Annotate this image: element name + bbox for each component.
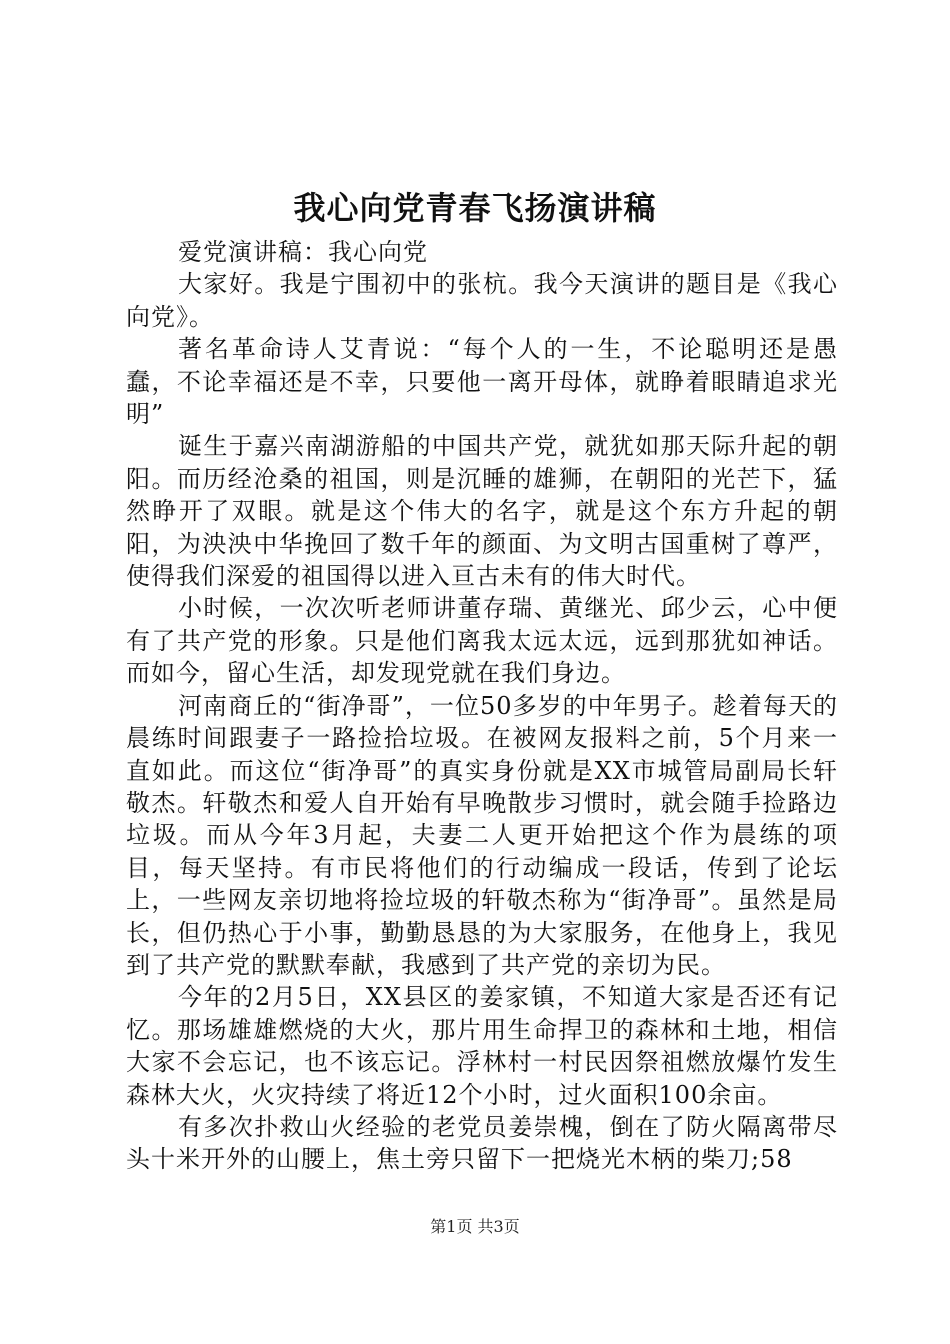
paragraph-forest-fire: 今年的2月5日，XX县区的姜家镇，不知道大家是否还有记忆。那场雄雄燃烧的大火，那片用生命捍卫的森林和土地，相信大家不会忘记，也不该忘记。浮林村一村民因祭祖燃放爆竹发生森林大火，火灾持续了将近12个小时，过火面积100余亩。 [126, 983, 838, 1109]
paragraph-party-birth: 诞生于嘉兴南湖游船的中国共产党，就犹如那天际升起的朝阳。而历经沧桑的祖国，则是沉睡的雄狮，在朝阳的光芒下，猛然睁开了双眼。就是这个伟大的名字，就是这个东方升起的朝阳，为泱泱中华挽回了数千年的颜面、为文明古国重树了尊严，使得我们深爱的祖国得以进入亘古未有的伟大时代。 [126, 432, 838, 591]
paragraph-childhood: 小时候，一次次听老师讲董存瑞、黄继光、邱少云，心中便有了共产党的形象。只是他们离我太远太远，远到那犹如神话。而如今，留心生活，却发现党就在我们身边。 [126, 594, 838, 688]
paragraph-quote: 著名革命诗人艾青说：“每个人的一生，不论聪明还是愚蠢，不论幸福还是不幸，只要他一离开母体，就睁着眼睛追求光明” [126, 335, 838, 429]
paragraph-greeting: 大家好。我是宁围初中的张杭。我今天演讲的题目是《我心向党》。 [126, 270, 838, 331]
paragraph-veteran: 有多次扑救山火经验的老党员姜崇槐，倒在了防火隔离带尽头十米开外的山腰上，焦土旁只留下一把烧光木柄的柴刀;58 [126, 1112, 838, 1174]
paragraph-street-cleaner: 河南商丘的“街净哥”，一位50多岁的中年男子。趁着每天的晨练时间跟妻子一路捡拾垃圾。在被网友报料之前，5个月来一直如此。而这位“街净哥”的真实身份就是XX市城管局副局长轩敬杰。轩敬杰和爱人自开始有早晚散步习惯时，就会随手捡路边垃圾。而从今年3月起，夫妻二人更开始把这个作为晨练的项目，每天坚持。有市民将他们的行动编成一段话，传到了论坛上，一些网友亲切地将捡垃圾的轩敬杰称为“街净哥”。虽然是局长，但仍热心于小事，勤勤恳恳的为大家服务，在他身上，我见到了共产党的默默奉献，我感到了共产党的亲切为民。 [126, 691, 838, 979]
page-footer: 第1页 共3页 [430, 1217, 520, 1236]
document-body [126, 236, 838, 1176]
paragraph-subtitle: 爱党演讲稿：我心向党 [178, 238, 428, 266]
document-title: 我心向党青春飞扬演讲稿 [293, 189, 657, 227]
